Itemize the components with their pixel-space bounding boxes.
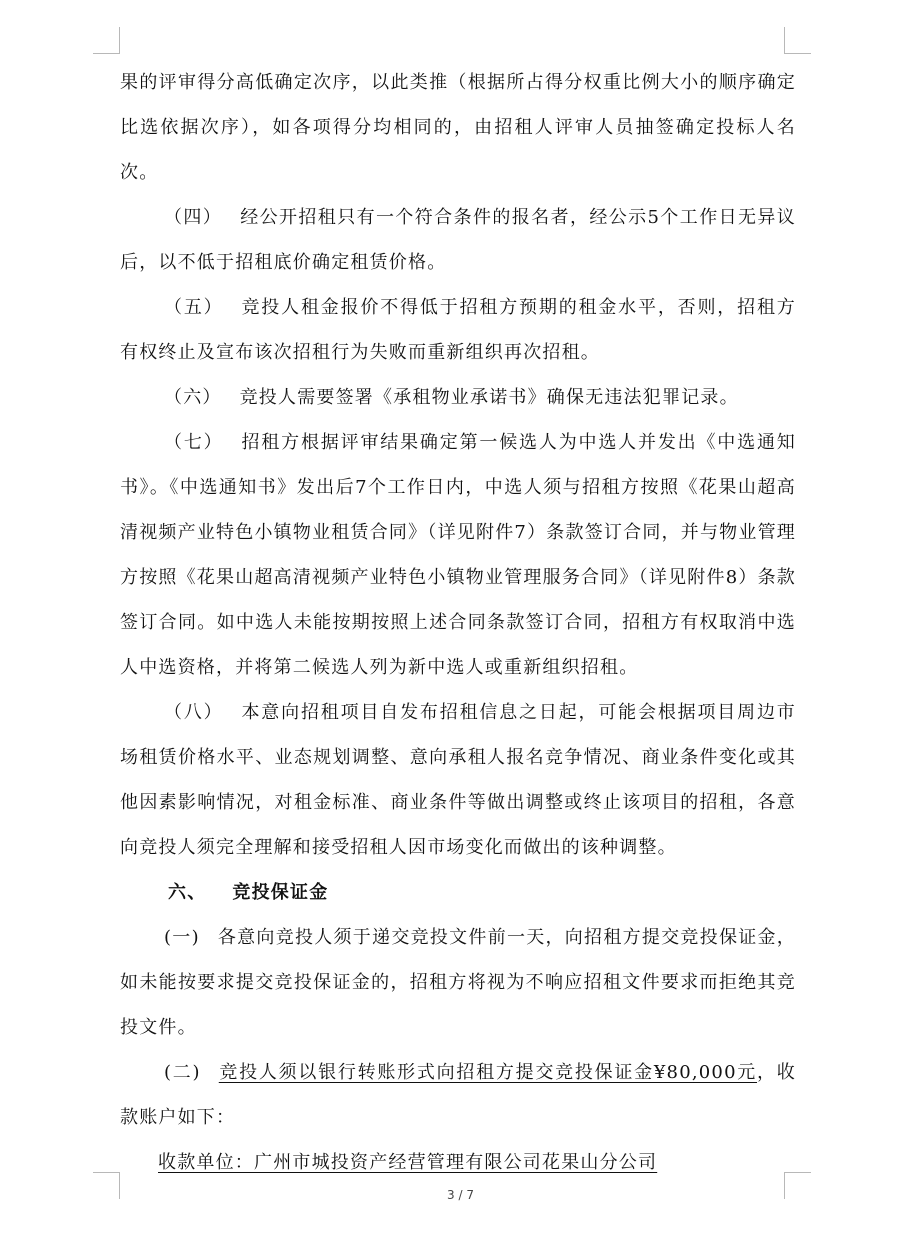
crop-mark-top-right bbox=[784, 27, 811, 54]
item-text: ，收款账户如下： bbox=[120, 1062, 797, 1128]
page-body bbox=[120, 60, 796, 1185]
item-8 bbox=[120, 690, 796, 870]
item-7 bbox=[120, 420, 796, 690]
item-text: 经公开招租只有一个符合条件的报名者，经公示5个工作日无异议后，以不低于招租底价确定租赁价格。 bbox=[120, 207, 796, 273]
deposit-item-1 bbox=[120, 915, 796, 1050]
section-heading bbox=[120, 870, 796, 915]
receiver-line bbox=[120, 1140, 796, 1185]
item-number: （八） bbox=[164, 702, 224, 723]
item-number: （六） bbox=[164, 387, 222, 408]
item-number: （七） bbox=[164, 432, 224, 453]
paragraph-continued: 果的评审得分高低确定次序，以此类推（根据所占得分权重比例大小的顺序确定比选依据次序），如各项得分均相同的，由招租人评审人员抽签确定投标人名次。 bbox=[120, 72, 796, 183]
item-5 bbox=[120, 285, 796, 375]
deposit-item-2 bbox=[120, 1050, 796, 1140]
item-text: 招租方根据评审结果确定第一候选人为中选人并发出《中选通知书》。《中选通知书》发出后7个工作日内，中选人须与招租方按照《花果山超高清视频产业特色小镇物业租赁合同》（详见附件7）条款签订合同，并与物业管理方按照《花果山超高清视频产业特色小镇物业管理服务合同》（详见附件8）条款签订合同。如中选人未能按期按照上述合同条款签订合同，招租方有权取消中选人中选资格，并将第二候选人列为新中选人或重新组织招租。 bbox=[120, 432, 796, 678]
item-number: (二) bbox=[164, 1062, 201, 1083]
item-text: 本意向招租项目自发布招租信息之日起，可能会根据项目周边市场租赁价格水平、业态规划调整、意向承租人报名竞争情况、商业条件变化或其他因素影响情况，对租金标准、商业条件等做出调整或终止该项目的招租，各意向竞投人须完全理解和接受招租人因市场变化而做出的该种调整。 bbox=[120, 702, 796, 858]
item-text: 竞投人租金报价不得低于招租方预期的租金水平，否则，招租方有权终止及宣布该次招租行为失败而重新组织再次招租。 bbox=[120, 297, 796, 363]
item-number: (一) bbox=[164, 927, 200, 948]
crop-mark-top-left bbox=[93, 27, 120, 54]
item-6 bbox=[120, 375, 796, 420]
item-number: （四） bbox=[164, 207, 223, 228]
receiver-text: 收款单位：广州市城投资产经营管理有限公司花果山分公司 bbox=[158, 1152, 658, 1173]
page-number: 3 / 7 bbox=[447, 1188, 474, 1202]
item-number: （五） bbox=[164, 297, 224, 318]
item-text: 各意向竞投人须于递交竞投文件前一天，向招租方提交竞投保证金，如未能按要求提交竞投保证金的，招租方将视为不响应招租文件要求而拒绝其竞投文件。 bbox=[120, 927, 796, 1038]
section-title: 竞投保证金 bbox=[232, 882, 329, 903]
deposit-amount-text: 竞投人须以银行转账形式向招租方提交竞投保证金¥80,000元 bbox=[218, 1062, 758, 1083]
section-number: 六、 bbox=[168, 882, 207, 903]
item-text: 竞投人需要签署《承租物业承诺书》确保无违法犯罪记录。 bbox=[239, 387, 739, 408]
item-4 bbox=[120, 195, 796, 285]
